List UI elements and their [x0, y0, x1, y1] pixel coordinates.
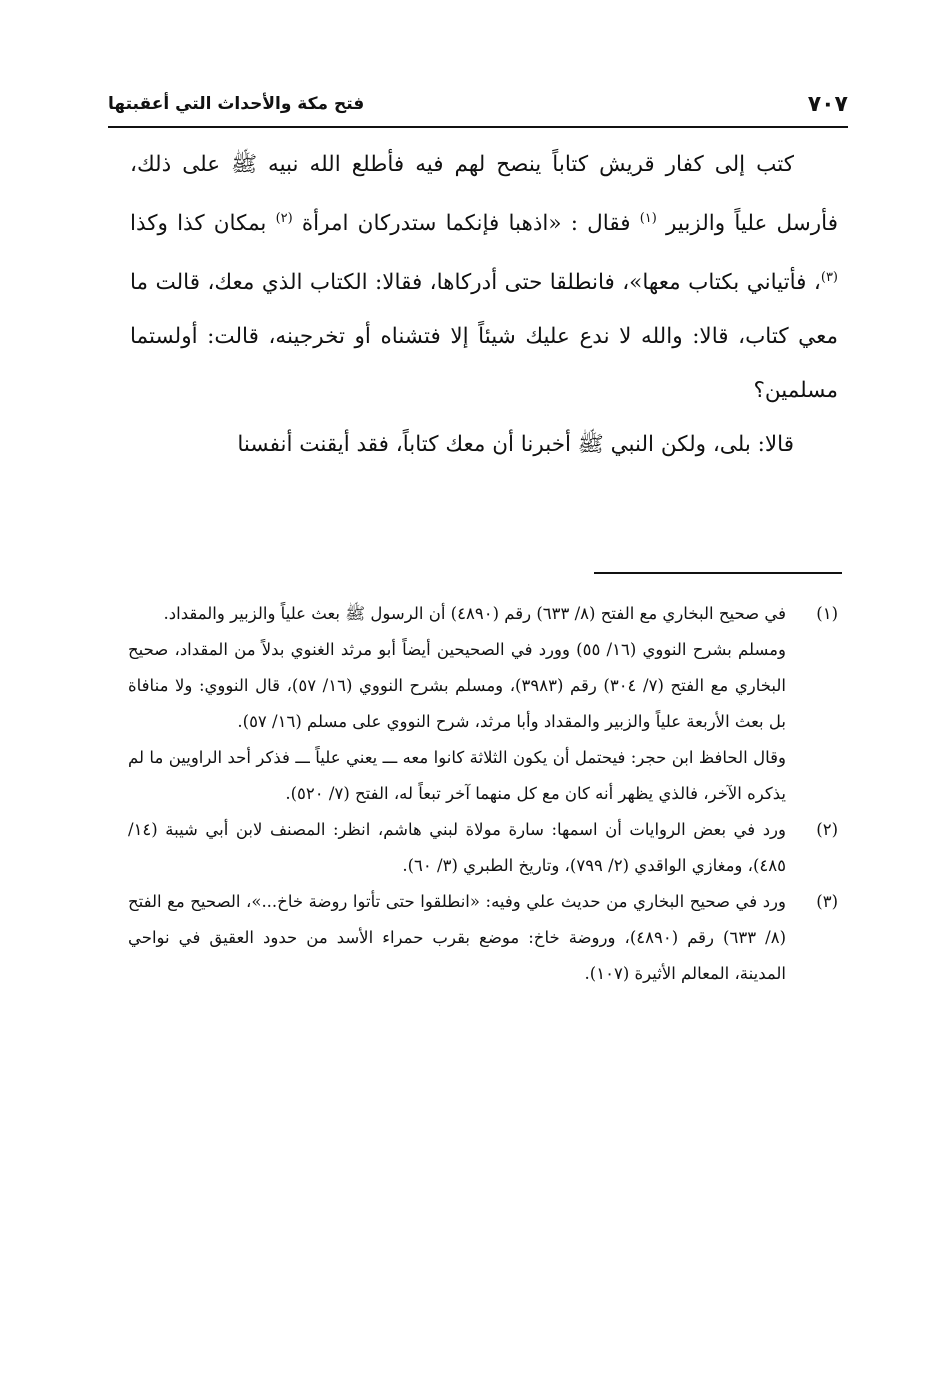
footnote-number: (١) — [816, 604, 838, 623]
page-header — [108, 92, 848, 126]
footnote-ref-3: (٣) — [820, 270, 838, 286]
footnote-3 — [128, 884, 838, 992]
page-number: ٧٠٧ — [807, 92, 848, 117]
footnote-1 — [128, 596, 838, 812]
footnote-paragraph: ورد في بعض الروايات أن اسمها: سارة مولاة لبني هاشم، انظر: المصنف لابن أبي شيبة (١٤/ ٤٨٥)، ومغازي الواقدي (٢/ ٧٩٩)، وتاريخ الطبري (٣/ ٦٠). — [128, 820, 786, 875]
footnote-number: (٣) — [816, 892, 838, 911]
footnote-text — [128, 596, 786, 812]
footnote-separator — [594, 572, 842, 574]
running-title: فتح مكة والأحداث التي أعقبتها — [108, 94, 365, 114]
footnote-ref-2: (٢) — [275, 211, 293, 226]
main-text — [130, 138, 838, 472]
footnote-number: (٢) — [816, 820, 838, 839]
footnotes — [128, 596, 838, 992]
footnote-2 — [128, 812, 838, 884]
body-paragraph-2: قالا: بلى، ولكن النبي ﷺ أخبرنا أن معك كتاباً، فقد أيقنت أنفسنا — [237, 432, 794, 458]
body-text-segment: ، فأتياني بكتاب معها»، فانطلقا حتى أدركاها، فقالا: الكتاب الذي معك، قالت ما معي كتاب، قالا: والله لا ندع عليك شيئاً إلا فتشناه أو تخرجينه، قالت: أولستما مسلمين؟ — [130, 270, 838, 404]
footnote-text — [128, 884, 786, 992]
body-text-segment: بمكان كذا وكذا — [130, 211, 276, 237]
footnote-text — [128, 812, 786, 884]
body-paragraph-1 — [130, 138, 838, 418]
footnote-paragraph: في صحيح البخاري مع الفتح (٨/ ٦٣٣) رقم (٤٨٩٠) أن الرسول ﷺ بعث علياً والزبير والمقداد. — [163, 604, 786, 623]
header-rule — [108, 126, 848, 128]
footnote-paragraph: وقال الحافظ ابن حجر: فيحتمل أن يكون الثلاثة كانوا معه ـــ يعني علياً ـــ فذكر أحد الراويين ما لم يذكره الآخر، فالذي يظهر أنه كان مع كل منهما آخر تبعاً له، الفتح (٧/ ٥٢٠). — [128, 748, 786, 803]
body-text-segment: فقال : «اذهبا فإنكما ستدركان امرأة — [301, 211, 640, 237]
footnote-paragraph: ورد في صحيح البخاري من حديث علي وفيه: «انطلقوا حتى تأتوا روضة خاخ...»، الصحيح مع الفتح (٨/ ٦٣٣) رقم (٤٨٩٠)، وروضة خاخ: موضع بقرب حمراء الأسد من حدود العقيق في نواحي المدينة، المعالم الأثيرة (١٠٧). — [128, 892, 786, 983]
footnote-ref-1: (١) — [639, 211, 657, 226]
body-text-segment: كتب إلى كفار قريش كتاباً ينصح لهم فيه فأطلع الله نبيه ﷺ على ذلك، فأرسل علياً والزبير — [130, 152, 839, 237]
footnote-paragraph: ومسلم بشرح النووي (١٦/ ٥٥) وورد في الصحيحين أيضاً أبو مرثد الغنوي بدلاً من المقداد، صحيح البخاري مع الفتح (٧/ ٣٠٤) رقم (٣٩٨٣)، ومسلم بشرح النووي (١٦/ ٥٧)، قال النووي: ولا منافاة بل بعث الأربعة علياً والزبير والمقداد وأبا مرثد، شرح النووي على مسلم (١٦/ ٥٧). — [128, 640, 786, 731]
